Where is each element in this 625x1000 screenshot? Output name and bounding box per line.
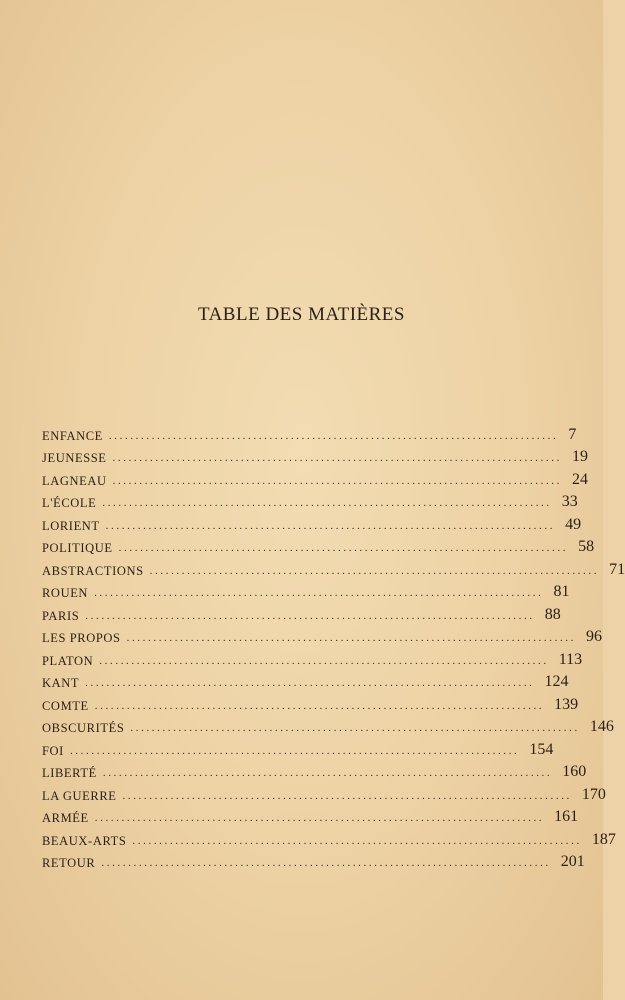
toc-entry-label: ROUEN [42,586,89,600]
toc-entry [42,735,554,758]
toc-entry-label: LA GUERRE [42,788,117,803]
dot-leader: .................................................................................... [132,834,582,847]
dot-leader: .................................................................................... [94,812,545,824]
toc-entry-label: PARIS [42,608,80,623]
toc-entry [42,443,588,466]
dot-leader: .................................................................................... [112,452,562,464]
toc-entry-label: ARMÉE [42,811,89,825]
toc-entry-page: 160 [562,763,587,780]
dot-leader: .................................................................................... [130,722,580,734]
toc-entry [42,578,570,601]
dot-leader: .................................................................................... [85,609,535,622]
toc-entry [42,623,603,646]
toc-entry-page: 7 [568,425,577,443]
toc-entry [42,690,579,713]
toc-entry [42,420,577,443]
dot-leader: .................................................................................... [108,429,559,442]
toc-entry-page: 96 [586,628,603,645]
toc-entry-page: 113 [558,650,583,668]
toc-entry-label: RETOUR [42,856,96,870]
toc-entry-label: L'ÉCOLE [42,496,97,510]
dot-leader: .................................................................................... [69,744,520,757]
toc-entry [42,713,614,736]
toc-entry-label: OBSCURITÉS [42,721,125,735]
toc-entry [42,780,606,803]
toc-entry-page: 71 [609,560,625,578]
toc-entry-page: 33 [561,493,578,510]
page-title: TABLE DES MATIÈRES [198,304,405,325]
dot-leader: .................................................................................... [85,677,535,689]
dot-leader: .................................................................................... [112,474,563,487]
toc-entry-label: LES PROPOS [42,631,121,645]
toc-entry-label: JEUNESSE [42,451,107,465]
toc-entry-page: 58 [578,538,595,555]
toc-entry [42,848,585,871]
dot-leader: .................................................................................... [102,497,552,509]
dot-leader: .................................................................................... [102,767,553,779]
toc-entry-page: 154 [529,740,554,758]
toc-entry [42,465,589,488]
toc-entry-page: 24 [572,470,589,488]
toc-entry-page: 124 [544,673,569,690]
toc-entry-label: COMTE [42,698,89,713]
table-of-contents [42,420,625,870]
toc-entry [42,533,595,556]
toc-entry-page: 170 [581,785,606,803]
toc-entry-label: PLATON [42,653,94,668]
toc-entry-page: 19 [571,448,588,465]
toc-entry-label: POLITIQUE [42,541,113,555]
toc-entry [42,510,582,533]
dot-leader: .................................................................................... [105,519,556,532]
dot-leader: .................................................................................... [118,542,569,554]
dot-leader: .................................................................................... [94,587,544,599]
toc-entry-page: 139 [554,695,579,713]
toc-entry-page: 81 [553,583,570,600]
toc-entry-label: LIBERTÉ [42,766,97,780]
toc-entry-page: 187 [591,830,616,848]
toc-entry [42,488,578,511]
dot-leader: .................................................................................... [99,654,549,667]
toc-entry-page: 201 [560,853,585,870]
dot-leader: .................................................................................... [101,857,551,869]
toc-entry [42,758,587,781]
toc-entry-label: LAGNEAU [42,473,107,488]
toc-entry [42,645,583,668]
toc-entry-label: ENFANCE [42,428,103,443]
toc-entry [42,825,616,848]
toc-entry [42,668,569,691]
toc-entry-page: 146 [589,718,614,735]
toc-entry-page: 88 [544,605,561,623]
toc-entry-label: BEAUX-ARTS [42,833,127,848]
dot-leader: .................................................................................... [122,789,572,802]
toc-entry [42,600,561,623]
dot-leader: .................................................................................... [149,564,600,577]
dot-leader: .................................................................................... [94,699,545,712]
toc-entry-label: LORIENT [42,518,100,533]
toc-entry [42,803,579,826]
toc-entry-label: ABSTRACTIONS [42,563,144,578]
toc-entry-label: KANT [42,676,80,690]
toc-entry-label: FOI [42,743,64,758]
toc-entry-page: 49 [565,515,582,533]
dot-leader: .................................................................................... [126,632,577,644]
toc-entry-page: 161 [554,808,579,825]
toc-entry [42,555,625,578]
